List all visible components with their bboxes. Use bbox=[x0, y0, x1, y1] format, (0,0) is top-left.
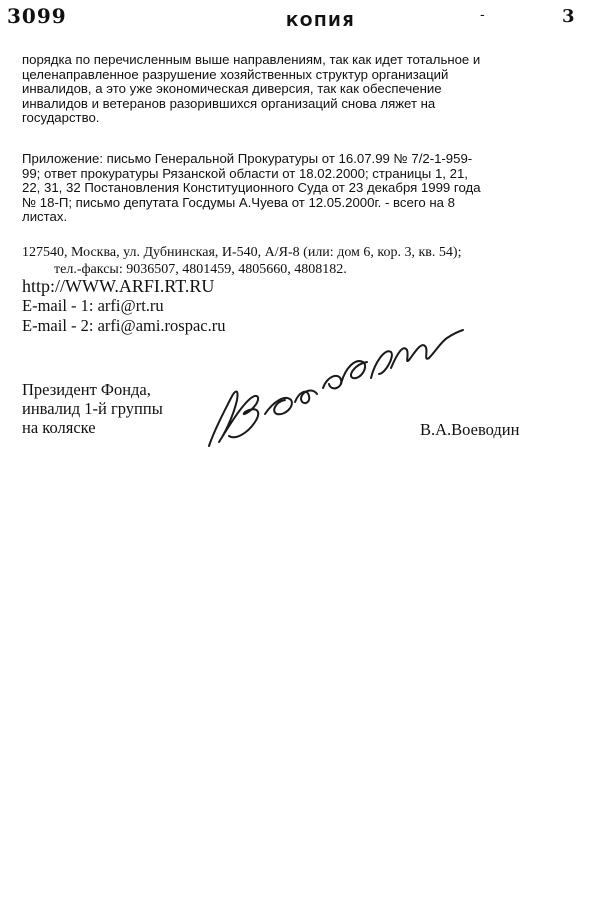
paragraph-line: государство. bbox=[22, 110, 100, 126]
attachment-line: Приложение: письмо Генеральной Прокуратуры от 16.07.99 № 7/2-1-959- bbox=[22, 151, 473, 166]
paragraph-line: инвалидов, а это уже экономическая диверсия, так как обеспечение bbox=[22, 81, 442, 97]
position-line: Президент Фонда, bbox=[22, 380, 151, 399]
postal-address bbox=[22, 244, 461, 278]
paragraph-line: инвалидов и ветеранов разорившихся организаций снова ляжет на bbox=[22, 95, 436, 111]
paragraph-line: порядка по перечисленным выше направлениям, так как идет тотальное и bbox=[22, 52, 481, 67]
handwritten-signature bbox=[195, 318, 475, 463]
attachment-line: листах. bbox=[22, 209, 68, 225]
body-paragraph bbox=[22, 53, 568, 126]
signatory-position bbox=[22, 380, 163, 437]
attachment-line: № 18-П; письмо депутата Госдумы А.Чуева от 12.05.2000г. - всего на 8 bbox=[22, 194, 455, 210]
attachment-paragraph bbox=[22, 152, 568, 225]
page-number: 3 bbox=[562, 6, 575, 27]
signatory-name: В.А.Воеводин bbox=[420, 420, 520, 439]
email-1: E-mail - 1: arfi@rt.ru bbox=[22, 296, 164, 315]
position-line: инвалид 1-й группы bbox=[22, 399, 163, 418]
attachment-line: 99; ответ прокуратуры Рязанской области от 18.02.2000; страницы 1, 21, bbox=[22, 165, 468, 181]
phone-fax-line: тел.-факсы: 9036507, 4801459, 4805660, 4808182. bbox=[54, 262, 347, 277]
document-number: 3099 bbox=[7, 4, 67, 28]
position-line: на коляске bbox=[22, 418, 96, 437]
copy-stamp: КОПИЯ bbox=[286, 12, 356, 30]
address-line: 127540, Москва, ул. Дубнинская, И-540, А/Я-8 (или: дом 6, кор. 3, кв. 54); bbox=[22, 245, 462, 260]
attachment-line: 22, 31, 32 Постановления Конституционного Суда от 23 декабря 1999 года bbox=[22, 180, 481, 196]
paragraph-line: целенаправленное разрушение хозяйственных структур организаций bbox=[22, 66, 449, 82]
website-link: http://WWW.ARFI.RT.RU bbox=[22, 276, 215, 296]
email-2: E-mail - 2: arfi@ami.rospac.ru bbox=[22, 316, 226, 335]
dash-mark: - bbox=[480, 8, 485, 23]
